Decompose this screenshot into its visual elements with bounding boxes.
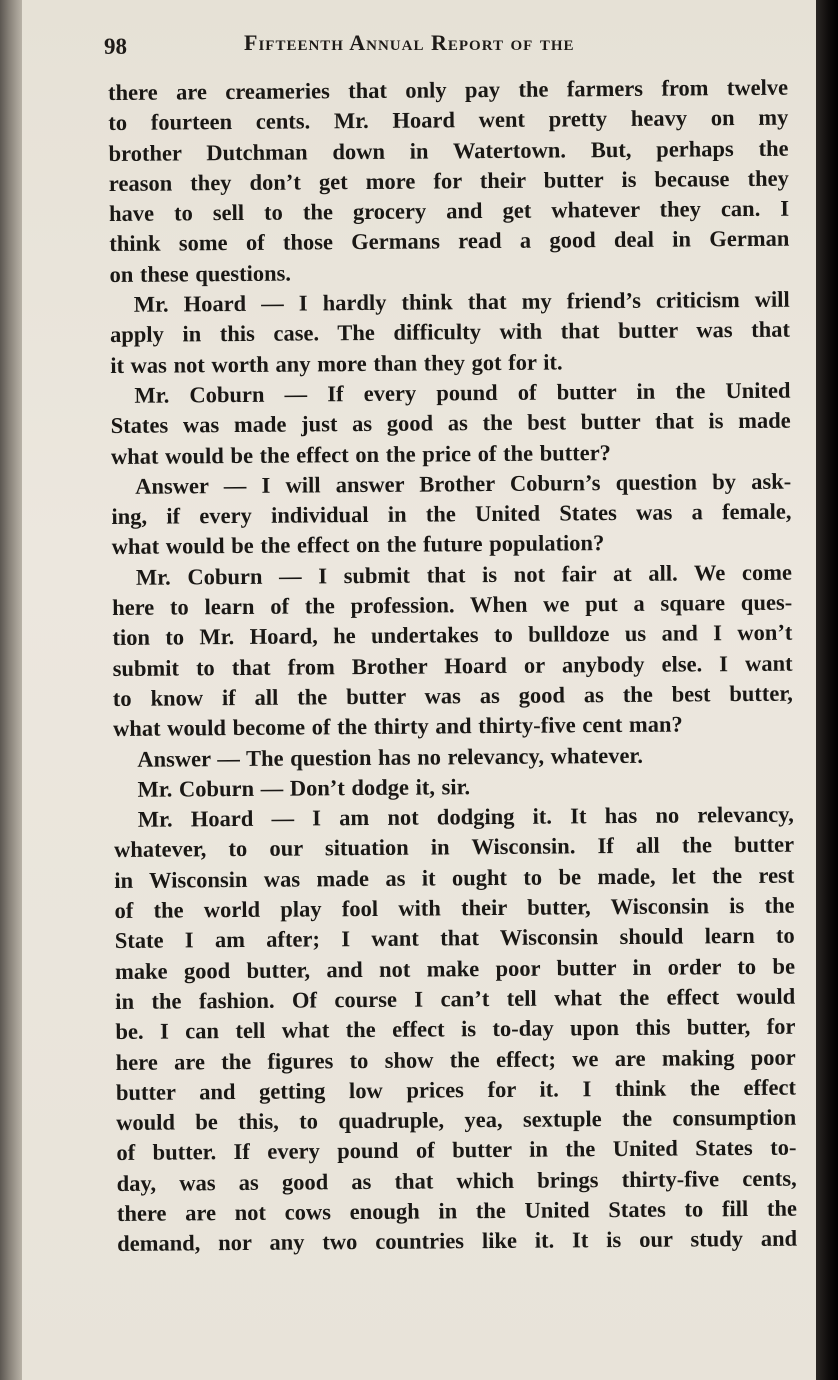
text-line: Answer — I will answer Brother Coburn’s question by ask- — [135, 468, 792, 499]
text-line: here to learn of the profession. When we put a square ques- — [112, 589, 793, 621]
text-line: there are not cows enough in the United States to fill the — [116, 1195, 797, 1226]
text-line: butter and getting low prices for it. I think the effect — [115, 1074, 797, 1105]
text-line: submit to that from Brother Hoard or anybody else. I want — [112, 650, 793, 681]
text-line: Mr. Hoard — I am not dodging it. It has no relevancy, — [137, 801, 794, 832]
text-line: demand, nor any two countries like it. It is our study and — [117, 1225, 798, 1257]
text-line: apply in this case. The difficulty with that butter was that — [109, 317, 791, 348]
text-line: have to sell to the grocery and get whatever they can. I — [108, 195, 790, 227]
text-line: Mr. Coburn — If every pound of butter in the United — [134, 377, 791, 408]
body-text — [108, 73, 797, 1260]
text-line: there are creameries that only pay the farmers from twelve — [108, 74, 789, 105]
text-line: day, was as good as that which brings thirty-five cents, — [116, 1165, 797, 1196]
book-page — [22, 0, 818, 1380]
text-line: Answer — The question has no relevancy, whatever. — [137, 742, 644, 772]
text-line: Mr. Coburn — I submit that is not fair at all. We come — [135, 559, 792, 590]
text-line: Mr. Coburn — Don’t dodge it, sir. — [137, 774, 471, 802]
text-line: here are the figures to show the effect; we are making poor — [115, 1044, 796, 1075]
text-line: of butter. If every pound of butter in the United States to- — [116, 1135, 797, 1166]
text-line: ing, if every individual in the United States was a female, — [111, 498, 792, 530]
text-line: on these questions. — [109, 260, 292, 287]
text-line: what would be the effect on the future population? — [111, 530, 605, 560]
text-line: to fourteen cents. Mr. Hoard went pretty heavy on my — [108, 104, 789, 136]
text-line: in Wisconsin was made as it ought to be made, let the rest — [114, 862, 795, 893]
page-header — [104, 28, 754, 58]
text-line: it was not worth any more than they got for it. — [110, 349, 563, 378]
book-edge-right — [816, 0, 838, 1380]
text-line: brother Dutchman down in Watertown. But, perhaps the — [108, 135, 789, 166]
text-line: whatever, to our situation in Wisconsin. If all the butter — [113, 832, 795, 863]
text-line: of the world play fool with their butter, Wisconsin is the — [114, 892, 795, 923]
running-head: Fifteenth Annual Report of the — [244, 30, 575, 55]
text-line: to know if all the butter was as good as the best butter, — [112, 680, 793, 711]
text-line: think some of those Germans read a good deal in German — [109, 226, 790, 257]
text-line: what would be the effect on the price of the butter? — [110, 439, 611, 469]
book-gutter-left — [0, 0, 22, 1380]
text-line: tion to Mr. Hoard, he undertakes to bulldoze us and I won’t — [112, 619, 793, 651]
text-line: reason they don’t get more for their butter is because they — [108, 165, 789, 196]
text-line: State I am after; I want that Wisconsin should learn to — [114, 922, 795, 954]
text-line: what would become of the thirty and thirty-five cent man? — [113, 711, 683, 742]
page-number: 98 — [104, 34, 127, 59]
text-line: Mr. Hoard — I hardly think that my friend’s criticism will — [133, 286, 790, 317]
text-line: would be this, to quadruple, yea, sextuple the consumption — [116, 1104, 797, 1136]
text-line: make good butter, and not make poor butter in order to be — [114, 953, 796, 984]
text-line: in the fashion. Of course I can’t tell what the effect would — [115, 983, 796, 1014]
text-line: be. I can tell what the effect is to-day upon this butter, for — [115, 1013, 796, 1045]
text-line: States was made just as good as the best butter that is made — [110, 407, 791, 439]
